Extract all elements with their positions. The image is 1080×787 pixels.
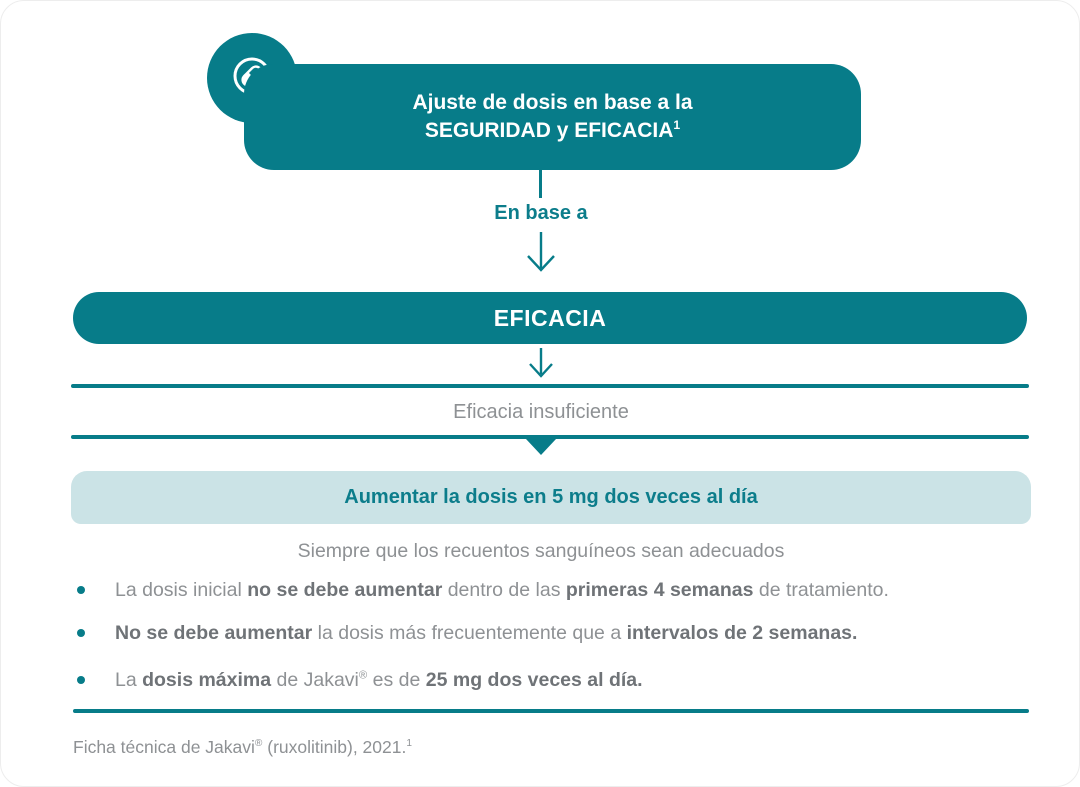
list-item <box>75 620 1025 646</box>
footer-citation: Ficha técnica de Jakavi® (ruxolitinib), 2021.$^1$ <box>73 737 412 757</box>
header-box <box>244 64 861 170</box>
triangle-down-icon <box>526 439 556 455</box>
list-item <box>75 577 1025 603</box>
bullet-dot <box>77 586 85 594</box>
divider-top <box>71 384 1029 388</box>
connector-label: En base a <box>494 202 588 224</box>
action-bar: Aumentar la dosis en 5 mg dos veces al día <box>71 471 1031 524</box>
arrow-down-icon <box>522 348 560 378</box>
condition-label: Eficacia insuficiente <box>453 401 629 423</box>
bullet-text: La dosis inicial no se debe aumentar dentro de las primeras 4 semanas de tratamiento. <box>115 579 889 601</box>
header-title-line2: SEGURIDAD y EFICACIA$^1$ <box>424 118 681 142</box>
condition-subtitle: Siempre que los recuentos sanguíneos sean adecuados <box>297 540 785 562</box>
footer-divider <box>73 709 1029 713</box>
header-title-line1: Ajuste de dosis en base a la <box>412 91 693 114</box>
bullet-text: La dosis máxima de Jakavi® es de 25 mg dos veces al día. <box>115 669 643 691</box>
bullet-dot <box>77 676 85 684</box>
bullet-dot <box>77 629 85 637</box>
efficacy-band: EFICACIA <box>73 292 1027 344</box>
bullet-list <box>75 577 1025 710</box>
list-item <box>75 667 1025 693</box>
connector-line <box>539 170 542 198</box>
arrow-down-icon <box>522 232 560 272</box>
bullet-text: No se debe aumentar la dosis más frecuentemente que a intervalos de 2 semanas. <box>115 622 858 644</box>
